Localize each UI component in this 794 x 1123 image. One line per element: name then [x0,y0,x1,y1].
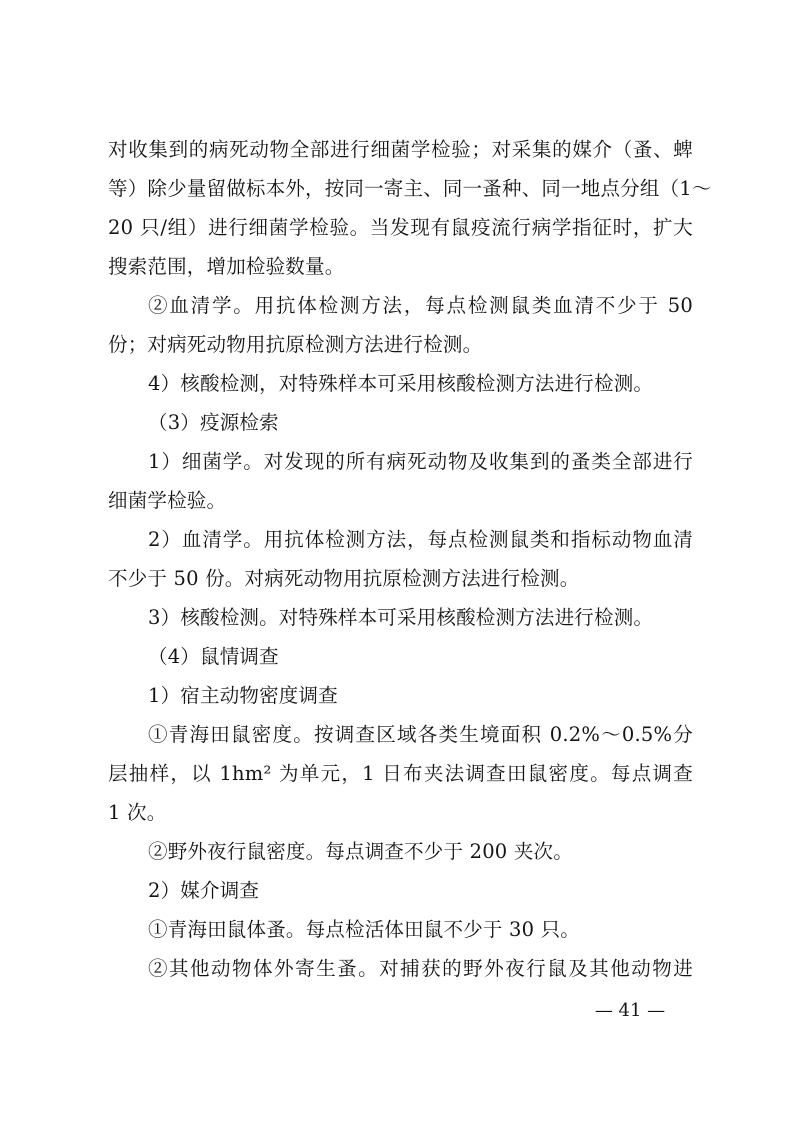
body-line: 层抽样，以 1hm² 为单元，1 日布夹法调查田鼠密度。每点调查 [108,762,693,785]
body-line: ①青海田鼠体蚤。每点检活体田鼠不少于 30 只。 [148,918,581,941]
section-heading: （3）疫源检索 [148,411,279,434]
body-line: 不少于 50 份。对病死动物用抗原检测方法进行检测。 [108,567,580,590]
body-line: ①青海田鼠密度。按调查区域各类生境面积 0.2%～0.5%分 [148,723,693,746]
body-line: 1 次。 [108,801,167,824]
section-heading: （4）鼠情调查 [148,645,279,668]
body-line: 搜索范围，增加检验数量。 [108,255,345,278]
body-line: 1）细菌学。对发现的所有病死动物及收集到的蚤类全部进行 [148,450,693,473]
body-line: ②血清学。用抗体检测方法，每点检测鼠类血清不少于 50 [148,294,693,317]
subsection-heading: 1）宿主动物密度调查 [148,684,338,707]
body-line: 份；对病死动物用抗原检测方法进行检测。 [108,333,483,356]
subsection-heading: 2）媒介调查 [148,879,260,902]
body-line: 2）血清学。用抗体检测方法，每点检测鼠类和指标动物血清 [148,528,693,551]
body-line: 细菌学检验。 [108,489,227,512]
body-line: 对收集到的病死动物全部进行细菌学检验；对采集的媒介（蚤、蜱 [108,138,693,161]
body-line: 20 只/组）进行细菌学检验。当发现有鼠疫流行病学指征时，扩大 [108,216,693,239]
page-number: — 41 — [594,1000,666,1021]
body-line: 3）核酸检测。对特殊样本可采用核酸检测方法进行检测。 [148,606,654,629]
body-line: 等）除少量留做标本外，按同一寄主、同一蚤种、同一地点分组（1～ [108,177,712,200]
body-line: 4）核酸检测，对特殊样本可采用核酸检测方法进行检测。 [148,372,654,395]
body-line: ②其他动物体外寄生蚤。对捕获的野外夜行鼠及其他动物进 [148,957,693,980]
body-line: ②野外夜行鼠密度。每点调查不少于 200 夹次。 [148,840,573,863]
